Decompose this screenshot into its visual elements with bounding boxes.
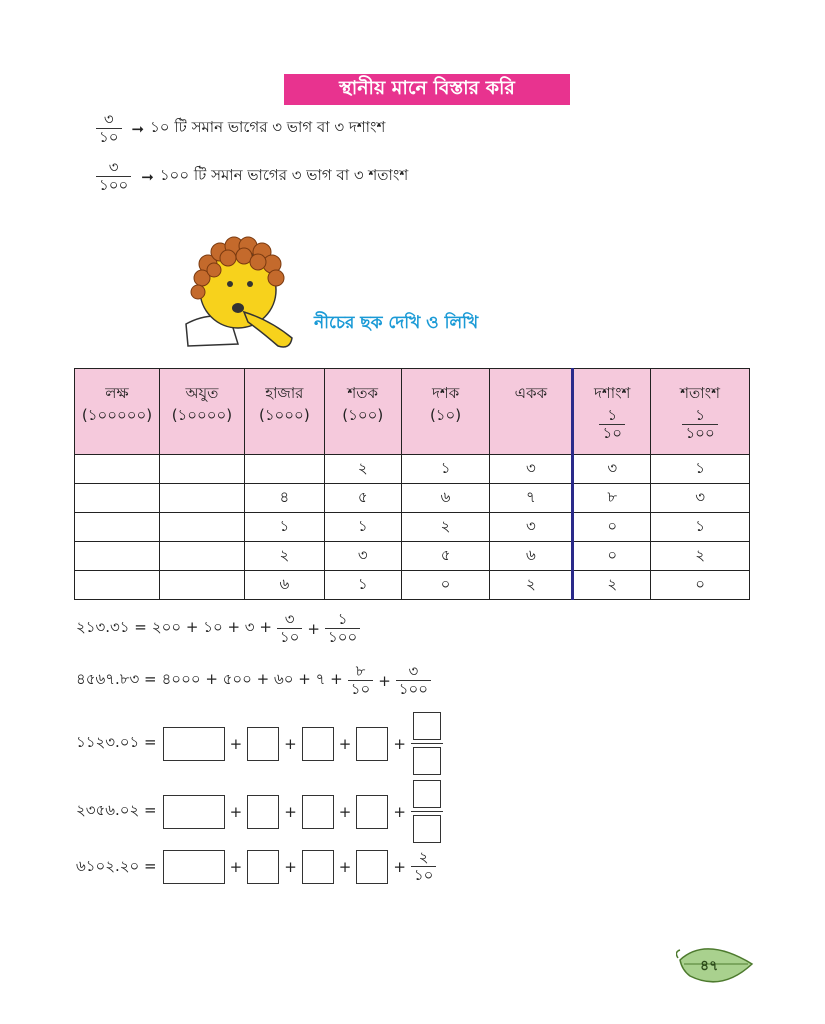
fraction-bar bbox=[411, 811, 443, 812]
table-cell: ১ bbox=[324, 571, 401, 600]
equation-2 bbox=[76, 664, 431, 698]
fraction-bar bbox=[411, 743, 443, 744]
header-fraction bbox=[682, 405, 717, 442]
table-cell: ২ bbox=[573, 571, 651, 600]
table-cell: ৫ bbox=[401, 542, 490, 571]
header-label: হাজার bbox=[265, 384, 304, 402]
table-row bbox=[75, 513, 750, 542]
arrow-right-icon: ➞ bbox=[131, 119, 145, 138]
table-header-row bbox=[75, 369, 750, 455]
table-cell bbox=[75, 542, 160, 571]
equation-1 bbox=[76, 612, 360, 646]
table-cell: ৩ bbox=[490, 513, 573, 542]
answer-box[interactable] bbox=[356, 850, 388, 884]
equation-3 bbox=[76, 712, 443, 775]
table-cell bbox=[244, 455, 324, 484]
answer-box-numerator[interactable] bbox=[413, 712, 441, 740]
table-cell: ৪ bbox=[244, 484, 324, 513]
fraction-denominator: ১০ bbox=[348, 680, 374, 698]
table-cell: ০ bbox=[651, 571, 750, 600]
fraction-denominator: ১০ bbox=[96, 128, 122, 146]
table-cell bbox=[75, 513, 160, 542]
fraction bbox=[96, 160, 131, 194]
header-label: অযুত bbox=[185, 384, 219, 402]
header-shatak bbox=[324, 369, 401, 455]
fraction-numerator: ১ bbox=[695, 405, 705, 424]
answer-box[interactable] bbox=[247, 727, 279, 761]
answer-box[interactable] bbox=[247, 795, 279, 829]
header-sub: (১০০০) bbox=[258, 405, 310, 424]
header-ekak bbox=[490, 369, 573, 455]
header-dashamsha bbox=[573, 369, 651, 455]
fraction-numerator: ১ bbox=[337, 610, 348, 628]
plus-sign: + bbox=[338, 858, 352, 876]
table-cell: ৬ bbox=[401, 484, 490, 513]
header-label: শতক bbox=[347, 384, 379, 402]
table-cell: ৩ bbox=[651, 484, 750, 513]
fraction-denominator: ১০ bbox=[411, 866, 437, 884]
table-cell: ৬ bbox=[490, 542, 573, 571]
header-label: শতাংশ bbox=[680, 384, 720, 402]
equation-lhs: ২১৩.৩১ = bbox=[76, 618, 147, 637]
table-cell: ০ bbox=[573, 542, 651, 571]
table-cell: ০ bbox=[573, 513, 651, 542]
table-cell: ২ bbox=[244, 542, 324, 571]
table-cell: ৬ bbox=[244, 571, 324, 600]
fraction-line-hundredths bbox=[96, 160, 408, 194]
fraction bbox=[96, 112, 122, 146]
answer-box[interactable] bbox=[356, 795, 388, 829]
table-cell: ২ bbox=[324, 455, 401, 484]
table-cell bbox=[75, 571, 160, 600]
equation-4 bbox=[76, 780, 443, 843]
equation-lhs: ২৩৫৬.০২ = bbox=[76, 801, 157, 819]
page-title: স্থানীয় মানে বিস্তার করি bbox=[284, 74, 570, 105]
answer-box[interactable] bbox=[247, 850, 279, 884]
plus-sign: + bbox=[229, 734, 243, 753]
table-cell: ১ bbox=[651, 513, 750, 542]
fraction-numerator: ৩ bbox=[408, 662, 419, 680]
fraction bbox=[348, 664, 374, 698]
answer-box-denominator[interactable] bbox=[413, 747, 441, 775]
table-row bbox=[75, 484, 750, 513]
table-cell bbox=[159, 455, 244, 484]
answer-box[interactable] bbox=[163, 727, 225, 761]
header-sub: (১০০) bbox=[342, 405, 384, 424]
fraction bbox=[411, 850, 437, 884]
header-sub: (১০) bbox=[429, 405, 462, 424]
header-ayut bbox=[159, 369, 244, 455]
section-prompt: নীচের ছক দেখি ও লিখি bbox=[314, 313, 479, 333]
fraction-description: ১০ টি সমান ভাগের ৩ ভাগ বা ৩ দশাংশ bbox=[150, 118, 386, 137]
equation-lhs: ৪৫৬৭.৮৩ = bbox=[76, 670, 157, 689]
table-cell: ২ bbox=[401, 513, 490, 542]
plus-sign: + bbox=[307, 619, 320, 638]
answer-box-numerator[interactable] bbox=[413, 780, 441, 808]
fraction bbox=[396, 664, 431, 698]
fraction-denominator: ১০০ bbox=[96, 176, 131, 194]
answer-box-denominator[interactable] bbox=[413, 815, 441, 843]
table-cell bbox=[75, 455, 160, 484]
plus-sign: + bbox=[378, 671, 391, 690]
table-cell: ২ bbox=[651, 542, 750, 571]
table-cell bbox=[159, 542, 244, 571]
fraction-numerator: ২ bbox=[418, 848, 429, 867]
equation-lhs: ১১২৩.০১ = bbox=[76, 733, 157, 751]
table-cell: ৫ bbox=[324, 484, 401, 513]
plus-sign: + bbox=[338, 734, 352, 753]
header-fraction bbox=[599, 405, 625, 442]
header-shatamsha bbox=[651, 369, 750, 455]
fraction-denominator: ১০০ bbox=[325, 628, 360, 646]
header-hajar bbox=[244, 369, 324, 455]
header-label: দশাংশ bbox=[594, 384, 631, 402]
table-cell bbox=[159, 484, 244, 513]
table-cell: ১ bbox=[401, 455, 490, 484]
fraction-numerator: ৩ bbox=[108, 158, 119, 176]
table-cell: ০ bbox=[401, 571, 490, 600]
thinking-child-icon bbox=[178, 228, 300, 356]
table-cell: ১ bbox=[324, 513, 401, 542]
answer-box[interactable] bbox=[163, 795, 225, 829]
fraction-numerator: ৮ bbox=[355, 662, 366, 680]
arrow-right-icon: ➞ bbox=[141, 167, 154, 186]
table-cell: ১ bbox=[651, 455, 750, 484]
fraction-numerator: ৩ bbox=[103, 110, 114, 128]
table-row bbox=[75, 571, 750, 600]
plus-sign: + bbox=[393, 858, 406, 876]
table-cell bbox=[159, 513, 244, 542]
table-cell: ২ bbox=[490, 571, 573, 600]
answer-box[interactable] bbox=[302, 850, 334, 884]
plus-sign: + bbox=[284, 802, 297, 821]
equation-terms: ২০০ + ১০ + ৩ + bbox=[151, 618, 272, 637]
equation-terms: ৪০০০ + ৫০০ + ৬০ + ৭ + bbox=[161, 670, 343, 689]
fraction-description: ১০০ টি সমান ভাগের ৩ ভাগ বা ৩ শতাংশ bbox=[159, 166, 409, 185]
table-cell: ৩ bbox=[324, 542, 401, 571]
header-lakh bbox=[75, 369, 160, 455]
equation-lhs: ৬১০২.২০ = bbox=[76, 856, 157, 875]
table-cell: ৩ bbox=[573, 455, 651, 484]
fraction-denominator: ১০০ bbox=[396, 680, 431, 698]
table-cell bbox=[159, 571, 244, 600]
table-row bbox=[75, 455, 750, 484]
table-cell: ১ bbox=[244, 513, 324, 542]
header-label: দশক bbox=[431, 384, 460, 402]
plus-sign: + bbox=[393, 734, 406, 753]
fraction-answer bbox=[411, 712, 443, 775]
answer-box[interactable] bbox=[163, 850, 225, 884]
plus-sign: + bbox=[284, 734, 297, 753]
fraction-line-tenths bbox=[96, 112, 385, 146]
header-label: একক bbox=[514, 384, 548, 402]
header-dashak bbox=[401, 369, 490, 455]
header-sub: (১০০০০০) bbox=[81, 405, 153, 424]
table-cell: ৮ bbox=[573, 484, 651, 513]
fraction-denominator: ১০ bbox=[599, 424, 625, 442]
fraction-answer bbox=[411, 780, 443, 843]
plus-sign: + bbox=[393, 802, 406, 821]
fraction bbox=[325, 612, 360, 646]
fraction-denominator: ১০ bbox=[277, 628, 303, 646]
place-value-table bbox=[74, 368, 750, 600]
fraction-numerator: ১ bbox=[607, 405, 618, 424]
plus-sign: + bbox=[229, 802, 243, 821]
equation-5 bbox=[76, 850, 436, 884]
answer-box[interactable] bbox=[302, 727, 334, 761]
table-cell bbox=[75, 484, 160, 513]
fraction bbox=[277, 612, 303, 646]
header-sub: (১০০০০) bbox=[171, 405, 233, 424]
plus-sign: + bbox=[229, 858, 243, 876]
fraction-denominator: ১০০ bbox=[682, 424, 717, 442]
fraction-numerator: ৩ bbox=[284, 610, 295, 628]
header-label: লক্ষ bbox=[105, 384, 129, 402]
table-cell: ৭ bbox=[490, 484, 573, 513]
table-cell: ৩ bbox=[490, 455, 573, 484]
plus-sign: + bbox=[338, 802, 352, 821]
answer-box[interactable] bbox=[302, 795, 334, 829]
table-row bbox=[75, 542, 750, 571]
plus-sign: + bbox=[284, 858, 297, 876]
answer-box[interactable] bbox=[356, 727, 388, 761]
page-number: ৪৭ bbox=[700, 958, 719, 974]
